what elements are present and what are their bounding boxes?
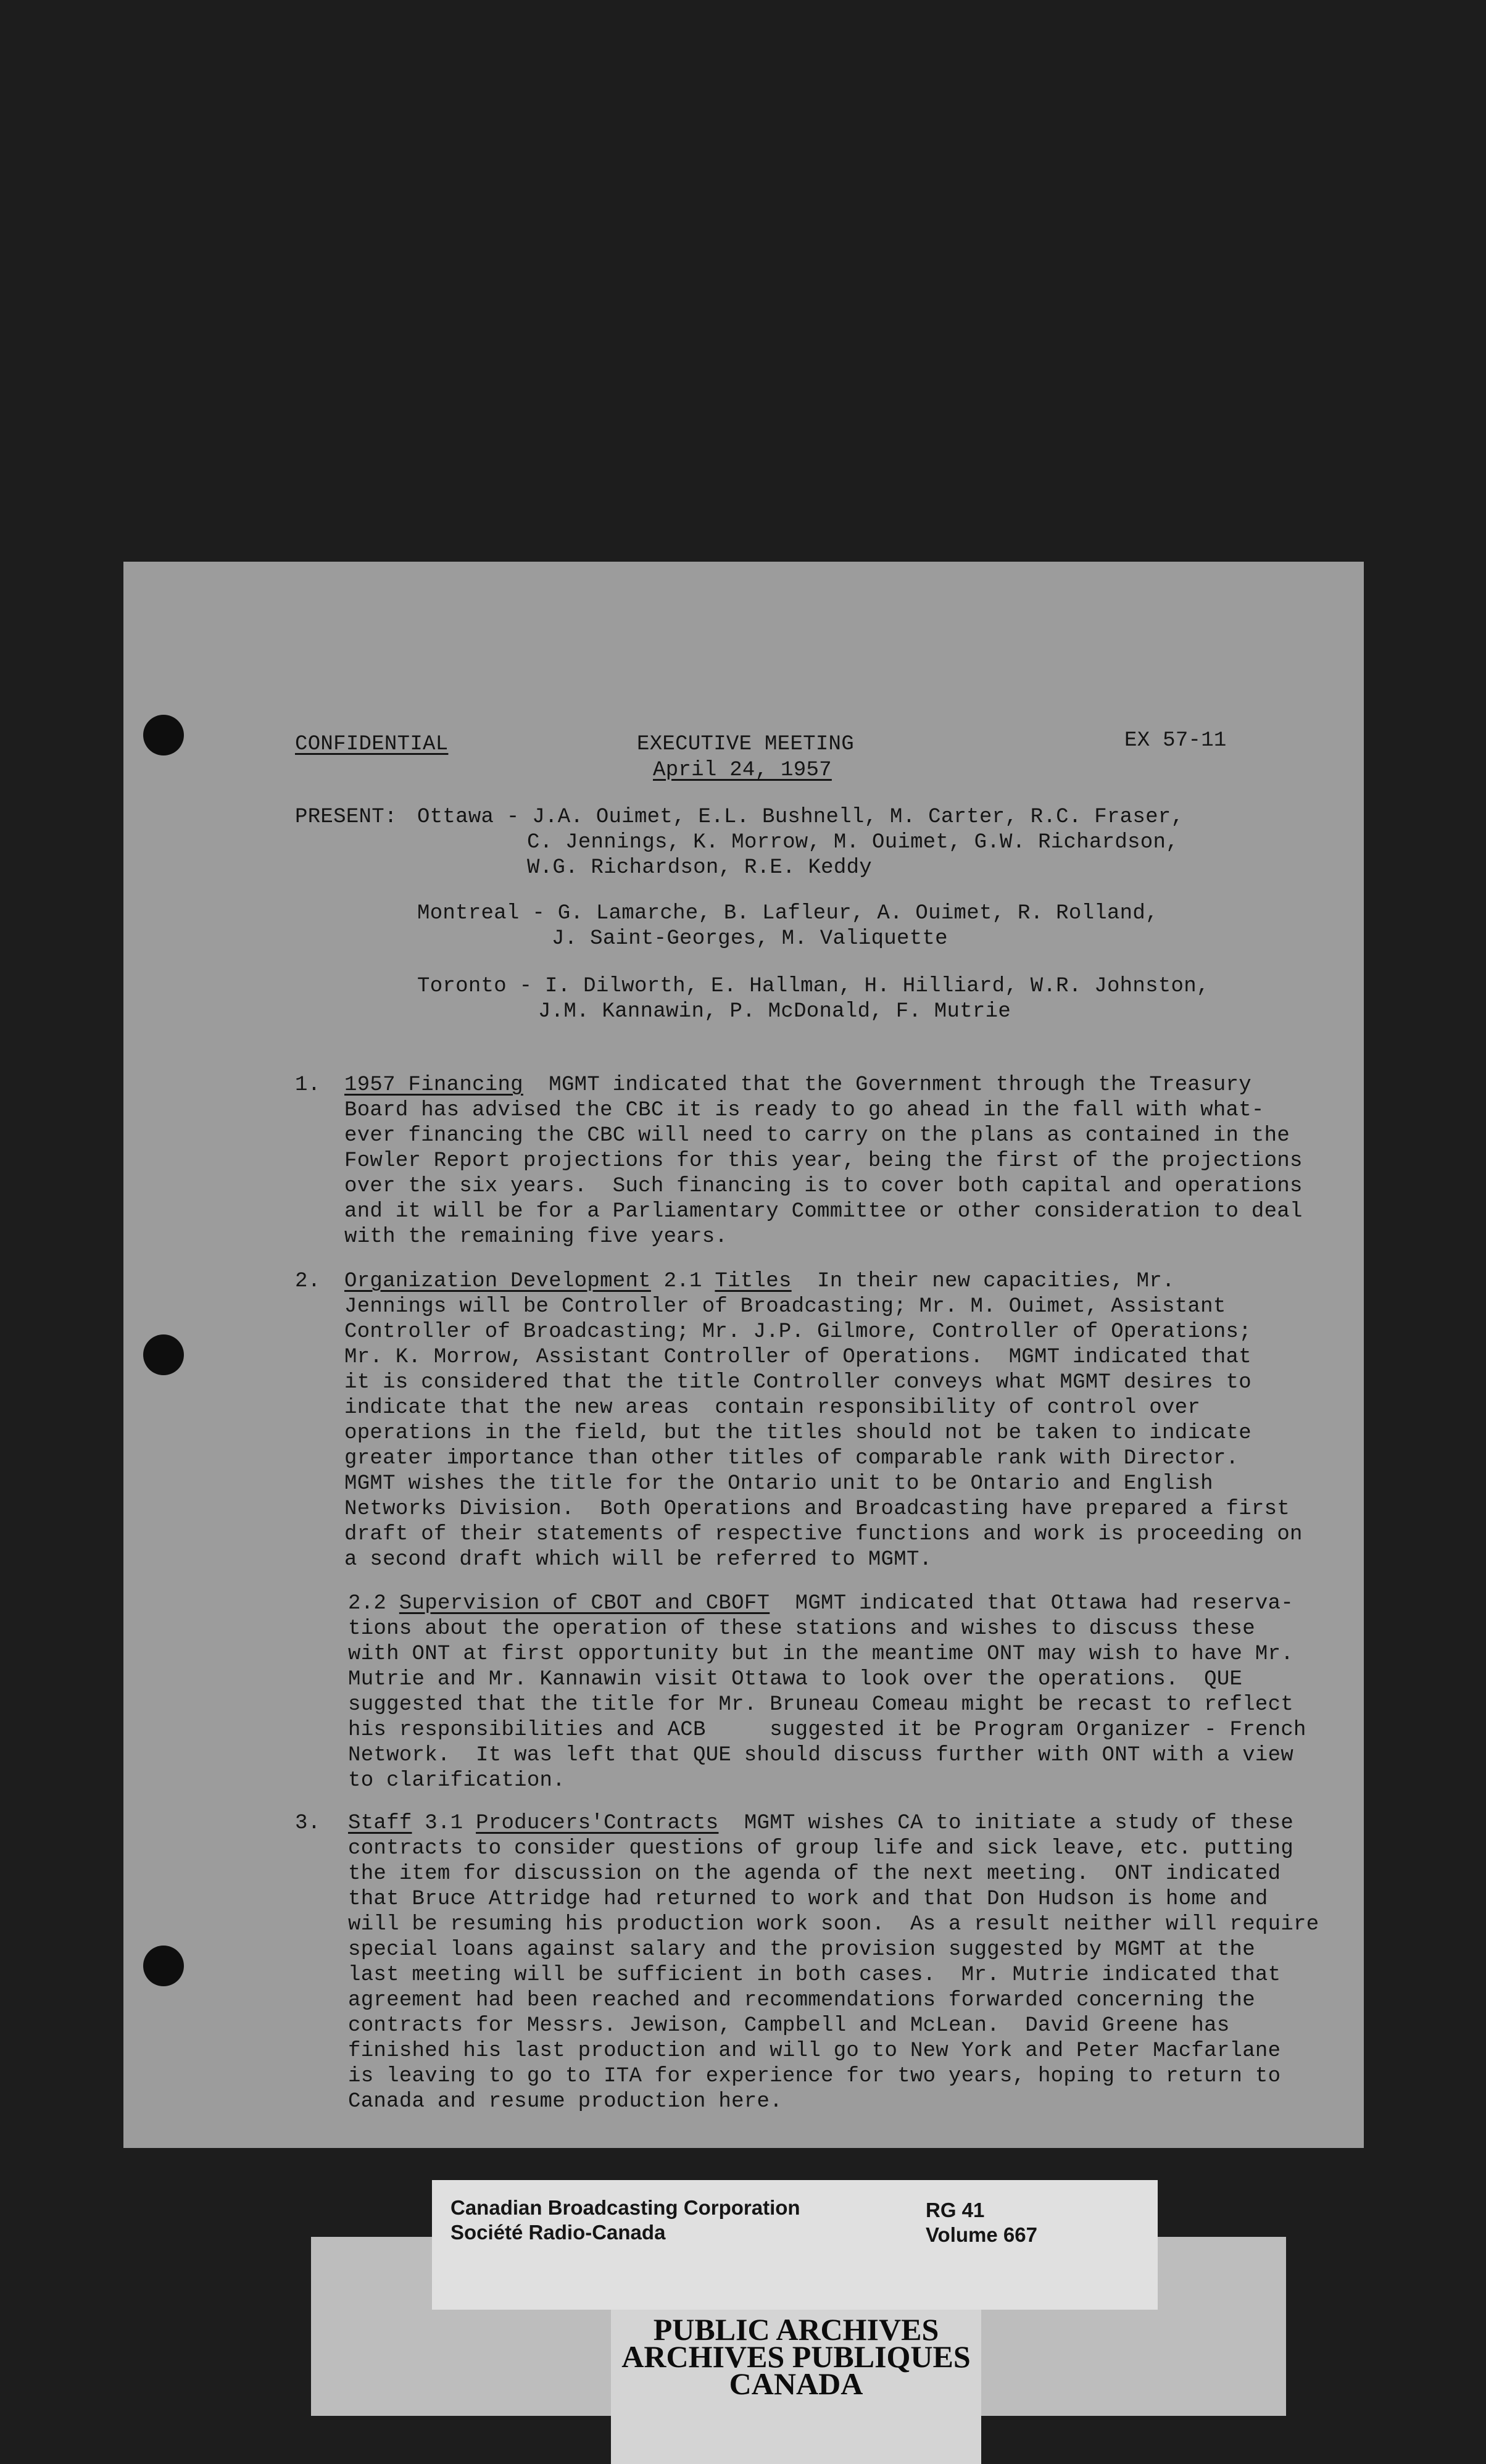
present-montreal-line: J. Saint-Georges, M. Valiquette [552, 927, 948, 951]
item-text: MGMT indicated that Ottawa had reserva- [770, 1592, 1294, 1615]
item-text-line: Jennings will be Controller of Broadcasting; Mr. M. Ouimet, Assistant [344, 1295, 1226, 1318]
item-text-line: will be resuming his production work soon. As a result neither will require [348, 1913, 1319, 1936]
item-text-line: it is considered that the title Controller conveys what MGMT desires to [344, 1371, 1251, 1394]
sub-number: 2.1 [650, 1270, 715, 1293]
label-record-group: RG 41 [926, 2199, 985, 2221]
item-text-line: indicate that the new areas contain responsibility of control over [344, 1396, 1201, 1420]
item-text-line: agreement had been reached and recommendations forwarded concerning the [348, 1989, 1255, 2012]
item2-sub2-first-line [348, 1591, 1293, 1617]
stamp-line: PUBLIC ARCHIVES [653, 2312, 939, 2347]
document-number: EX 57-11 [1124, 729, 1227, 752]
item-text-line: Networks Division. Both Operations and Broadcasting have prepared a first [344, 1497, 1290, 1521]
item-text-line: that Bruce Attridge had returned to work and that Don Hudson is home and [348, 1888, 1268, 1911]
item-text-line: operations in the field, but the titles should not be taken to indicate [344, 1421, 1251, 1445]
item-text-line: contracts to consider questions of group life and sick leave, etc. putting [348, 1837, 1294, 1860]
document-page [123, 562, 1364, 2148]
item-text-line: to clarification. [348, 1769, 565, 1792]
present-toronto-line: Toronto - I. Dilworth, E. Hallman, H. Hilliard, W.R. Johnston, [417, 975, 1210, 998]
archive-label [432, 2180, 1158, 2310]
item-text-line: tions about the operation of these stations and wishes to discuss these [348, 1617, 1255, 1641]
sub-number: 3.1 [412, 1812, 476, 1835]
item-text-line: a second draft which will be referred to MGMT. [344, 1548, 932, 1571]
item-heading: Staff [348, 1812, 412, 1835]
item-text-line: with the remaining five years. [344, 1225, 728, 1249]
item-number: 1. [295, 1073, 321, 1097]
item-heading: Organization Development [344, 1270, 651, 1293]
present-montreal-line: Montreal - G. Lamarche, B. Lafleur, A. Ouimet, R. Rolland, [417, 902, 1158, 925]
meeting-title: EXECUTIVE MEETING [637, 733, 854, 756]
punch-hole [143, 715, 184, 755]
sub-heading: Titles [715, 1270, 792, 1293]
item-text-line: suggested that the title for Mr. Bruneau Comeau might be recast to reflect [348, 1693, 1294, 1717]
item-text-line: over the six years. Such financing is to cover both capital and operations [344, 1175, 1303, 1198]
item-text: In their new capacities, Mr. [791, 1270, 1175, 1293]
stamp-line: ARCHIVES PUBLIQUES [621, 2339, 971, 2374]
item-text-line: MGMT wishes the title for the Ontario unit to be Ontario and English [344, 1472, 1213, 1496]
sub-heading: Supervision of CBOT and CBOFT [399, 1592, 770, 1615]
item-heading: 1957 Financing [344, 1073, 523, 1097]
item2-first-line [344, 1269, 1175, 1294]
item-number: 2. [295, 1270, 321, 1293]
stamp-line: CANADA [729, 2366, 863, 2401]
item-text-line: last meeting will be sufficient in both cases. Mr. Mutrie indicated that [348, 1963, 1281, 1987]
item-text-line: ever financing the CBC will need to carry on the plans as contained in the [344, 1124, 1290, 1147]
archive-stamp [611, 2308, 981, 2464]
label-volume: Volume 667 [926, 2223, 1037, 2246]
item-text: MGMT wishes CA to initiate a study of these [718, 1812, 1294, 1835]
item-text-line: Fowler Report projections for this year, being the first of the projections [344, 1149, 1303, 1173]
present-toronto-line: J.M. Kannawin, P. McDonald, F. Mutrie [538, 1000, 1011, 1023]
label-org-en: Canadian Broadcasting Corporation [450, 2196, 800, 2219]
sub-heading: Producers'Contracts [476, 1812, 719, 1835]
present-label: PRESENT: [295, 805, 397, 829]
item-text-line: draft of their statements of respective functions and work is proceeding on [344, 1523, 1303, 1546]
punch-hole [143, 1334, 184, 1375]
punch-hole [143, 1946, 184, 1986]
item-text-line: contracts for Messrs. Jewison, Campbell and McLean. David Greene has [348, 2014, 1230, 2037]
item-text-line: his responsibilities and ACB suggested it be Program Organizer - French [348, 1718, 1306, 1742]
item1-first-line [344, 1073, 1251, 1098]
present-ottawa-line: C. Jennings, K. Morrow, M. Ouimet, G.W. Richardson, [527, 831, 1179, 854]
item3-first-line [348, 1811, 1293, 1836]
meeting-date: April 24, 1957 [653, 759, 832, 782]
present-ottawa-line: W.G. Richardson, R.E. Keddy [527, 856, 872, 880]
item-text-line: is leaving to go to ITA for experience for two years, hoping to return to [348, 2065, 1281, 2088]
sub-number: 2.2 [348, 1592, 399, 1615]
confidential-mark: CONFIDENTIAL [295, 733, 449, 756]
item-text-line: Mutrie and Mr. Kannawin visit Ottawa to look over the operations. QUE [348, 1668, 1243, 1691]
item-text-line: greater importance than other titles of comparable rank with Director. [344, 1447, 1239, 1470]
item-text-line: the item for discussion on the agenda of the next meeting. ONT indicated [348, 1862, 1281, 1886]
item-text-line: finished his last production and will go to New York and Peter Macfarlane [348, 2039, 1281, 2063]
item-text-line: and it will be for a Parliamentary Committee or other consideration to deal [344, 1200, 1303, 1223]
label-org-fr: Société Radio-Canada [450, 2221, 666, 2244]
item-text-line: Controller of Broadcasting; Mr. J.P. Gilmore, Controller of Operations; [344, 1320, 1251, 1344]
item-text-line: Network. It was left that QUE should discuss further with ONT with a view [348, 1744, 1294, 1767]
item-text-line: Board has advised the CBC it is ready to go ahead in the fall with what- [344, 1099, 1264, 1122]
item-text-line: Mr. K. Morrow, Assistant Controller of Operations. MGMT indicated that [344, 1346, 1251, 1369]
item-text-line: Canada and resume production here. [348, 2090, 782, 2113]
item-text-line: special loans against salary and the provision suggested by MGMT at the [348, 1938, 1255, 1962]
item-text: MGMT indicated that the Government through the Treasury [523, 1073, 1251, 1097]
item-text-line: with ONT at first opportunity but in the meantime ONT may wish to have Mr. [348, 1642, 1294, 1666]
item-number: 3. [295, 1812, 321, 1835]
present-ottawa-line: Ottawa - J.A. Ouimet, E.L. Bushnell, M. Carter, R.C. Fraser, [417, 805, 1184, 829]
